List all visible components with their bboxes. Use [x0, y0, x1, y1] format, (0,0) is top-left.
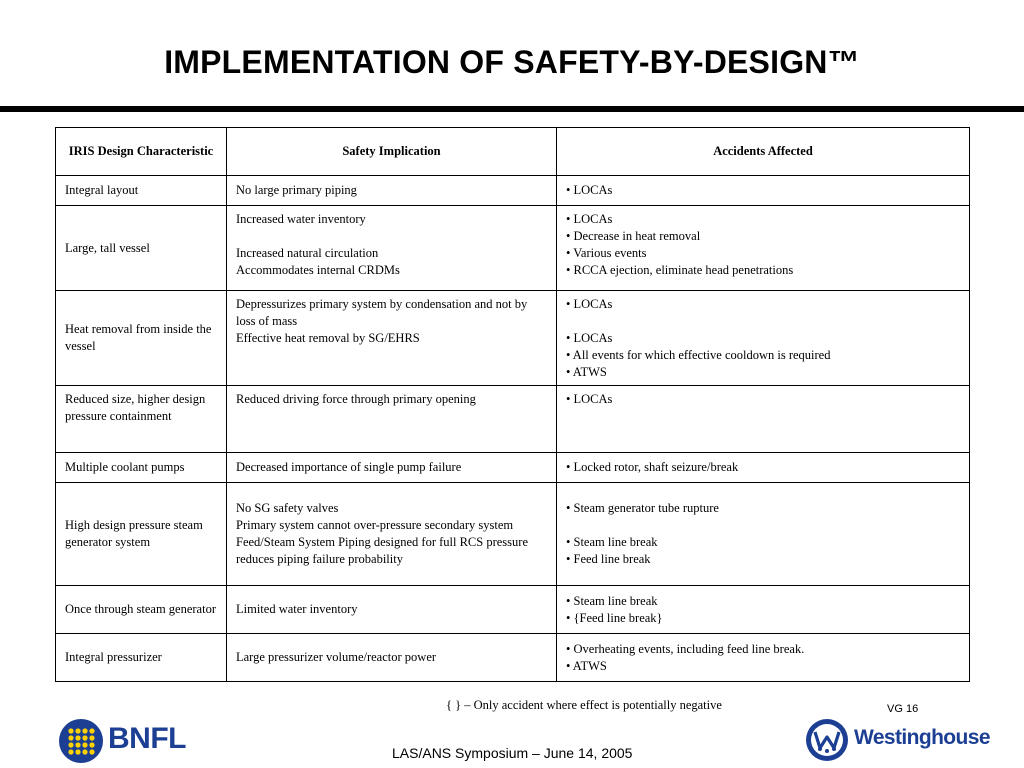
table-row — [56, 586, 970, 634]
characteristic-cell: Heat removal from inside the vessel — [56, 291, 227, 386]
characteristic-cell: Integral pressurizer — [56, 634, 227, 682]
implication-line: No SG safety valves — [236, 501, 339, 515]
implication-line: Decreased importance of single pump failure — [236, 460, 462, 474]
westinghouse-wordmark: Westinghouse — [854, 726, 990, 749]
footnote: { } – Only accident where effect is potentially negative — [446, 698, 722, 712]
table-row — [56, 453, 970, 483]
implication-cell — [227, 634, 557, 682]
accident-item: • Steam generator tube rupture — [566, 501, 719, 515]
accident-item: • Steam line break — [566, 535, 658, 549]
implication-line: Limited water inventory — [236, 602, 358, 616]
accidents-cell — [557, 586, 970, 634]
implication-line — [236, 228, 547, 245]
implication-line: Effective heat removal by SG/EHRS — [236, 331, 420, 345]
characteristic-cell: High design pressure steam generator system — [56, 483, 227, 586]
characteristic-cell: Once through steam generator — [56, 586, 227, 634]
design-table — [55, 127, 970, 682]
table-header-row — [56, 128, 970, 176]
accident-item: • ATWS — [566, 365, 607, 379]
implication-line: Depressurizes primary system by condensation and not by loss of mass — [236, 297, 528, 328]
accident-item — [566, 517, 960, 534]
title-rule — [0, 106, 1024, 112]
bnfl-emblem-icon — [58, 718, 104, 764]
accident-item: • Locked rotor, shaft seizure/break — [566, 460, 739, 474]
implication-line: Primary system cannot over-pressure secondary system — [236, 518, 514, 532]
accidents-cell — [557, 386, 970, 453]
accident-item — [566, 313, 960, 330]
implication-line: Feed/Steam System Piping designed for full RCS pressure reduces piping failure probability — [236, 535, 528, 566]
implication-cell — [227, 206, 557, 291]
accident-item: • RCCA ejection, eliminate head penetrations — [566, 263, 794, 277]
characteristic-cell: Multiple coolant pumps — [56, 453, 227, 483]
accidents-cell — [557, 483, 970, 586]
table-row — [56, 206, 970, 291]
accident-item: • Various events — [566, 246, 647, 260]
slide-title: IMPLEMENTATION OF SAFETY-BY-DESIGN™ — [164, 44, 860, 80]
implication-line: Reduced driving force through primary opening — [236, 392, 476, 406]
accident-item: • LOCAs — [566, 212, 613, 226]
implication-cell — [227, 386, 557, 453]
accident-item: • LOCAs — [566, 392, 613, 406]
accident-item: • ATWS — [566, 658, 607, 673]
bnfl-wordmark: BNFL — [108, 722, 186, 755]
footer-text: LAS/ANS Symposium – June 14, 2005 — [392, 745, 633, 761]
table-row — [56, 634, 970, 682]
accidents-cell — [557, 634, 970, 682]
implication-cell — [227, 453, 557, 483]
header-implication: Safety Implication — [227, 128, 557, 176]
characteristic-cell: Large, tall vessel — [56, 206, 227, 291]
table-body — [56, 176, 970, 682]
implication-line: Increased water inventory — [236, 212, 366, 226]
header-characteristic: IRIS Design Characteristic — [56, 128, 227, 176]
table-row — [56, 386, 970, 453]
table-row — [56, 176, 970, 206]
westinghouse-logo — [805, 716, 990, 764]
accident-item: • Decrease in heat removal — [566, 229, 701, 243]
table-row — [56, 483, 970, 586]
accident-item: • {Feed line break} — [566, 610, 663, 625]
accidents-cell — [557, 453, 970, 483]
characteristic-cell: Integral layout — [56, 176, 227, 206]
characteristic-cell: Reduced size, higher design pressure containment — [56, 386, 227, 453]
accident-item: • LOCAs — [566, 297, 613, 311]
accidents-cell — [557, 206, 970, 291]
bnfl-logo — [58, 716, 198, 768]
implication-line: Large pressurizer volume/reactor power — [236, 650, 437, 664]
accidents-cell — [557, 291, 970, 386]
implication-cell — [227, 176, 557, 206]
page-number: VG 16 — [887, 703, 919, 715]
accident-item: • Overheating events, including feed line break. — [566, 641, 805, 656]
accident-item: • Steam line break — [566, 593, 658, 608]
header-accidents: Accidents Affected — [557, 128, 970, 176]
accident-item: • All events for which effective cooldown is required — [566, 348, 831, 362]
implication-cell — [227, 291, 557, 386]
implication-line: Increased natural circulation — [236, 246, 379, 260]
westinghouse-emblem-icon — [805, 718, 849, 762]
accident-item: • LOCAs — [566, 331, 613, 345]
accidents-cell — [557, 176, 970, 206]
implication-line: No large primary piping — [236, 183, 357, 197]
table-row — [56, 291, 970, 386]
implication-cell — [227, 483, 557, 586]
implication-cell — [227, 586, 557, 634]
accident-item: • Feed line break — [566, 552, 651, 566]
accident-item: • LOCAs — [566, 183, 613, 197]
implication-line: Accommodates internal CRDMs — [236, 263, 400, 277]
